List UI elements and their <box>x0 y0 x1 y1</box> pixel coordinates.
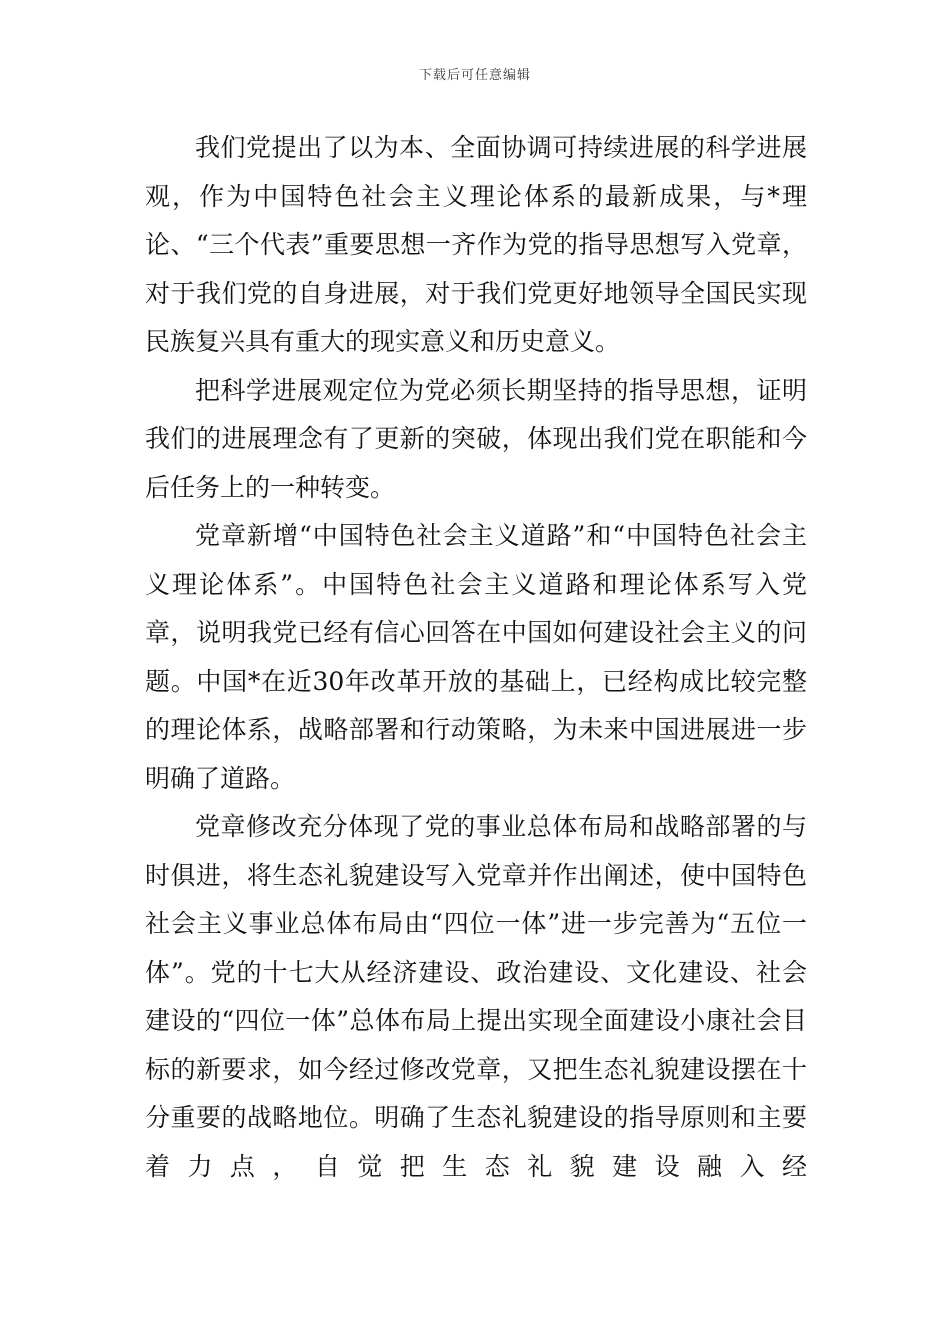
document-body <box>145 124 807 1191</box>
page-header: 下载后可任意编辑 <box>418 68 531 83</box>
paragraph: 党章修改充分体现了党的事业总体布局和战略部署的与时俱进，将生态礼貌建设写入党章并作出阐述，使中国特色社会主义事业总体布局由“四位一体”进一步完善为“五位一体”。党的十七大从经济建设、政治建设、文化建设、社会建设的“四位一体”总体布局上提出实现全面建设小康社会目标的新要求，如今经过修改党章，又把生态礼貌建设摆在十分重要的战略地位。明确了生态礼貌建设的指导原则和主要着力点，自觉把生态礼貌建设融入经 <box>145 812 807 1181</box>
paragraph: 党章新增“中国特色社会主义道路”和“中国特色社会主义理论体系”。中国特色社会主义道路和理论体系写入党章，说明我党已经有信心回答在中国如何建设社会主义的问题。中国*在近30年改革开放的基础上，已经构成比较完整的理论体系，战略部署和行动策略，为未来中国进展进一步明确了道路。 <box>145 521 807 793</box>
paragraph: 把科学进展观定位为党必须长期坚持的指导思想，证明我们的进展理念有了更新的突破，体现出我们党在职能和今后任务上的一种转变。 <box>145 375 807 502</box>
paragraph: 我们党提出了以为本、全面协调可持续进展的科学进展观，作为中国特色社会主义理论体系的最新成果，与*理论、“三个代表”重要思想一齐作为党的指导思想写入党章，对于我们党的自身进展，对于我们党更好地领导全国民实现民族复兴具有重大的现实意义和历史意义。 <box>145 133 807 356</box>
